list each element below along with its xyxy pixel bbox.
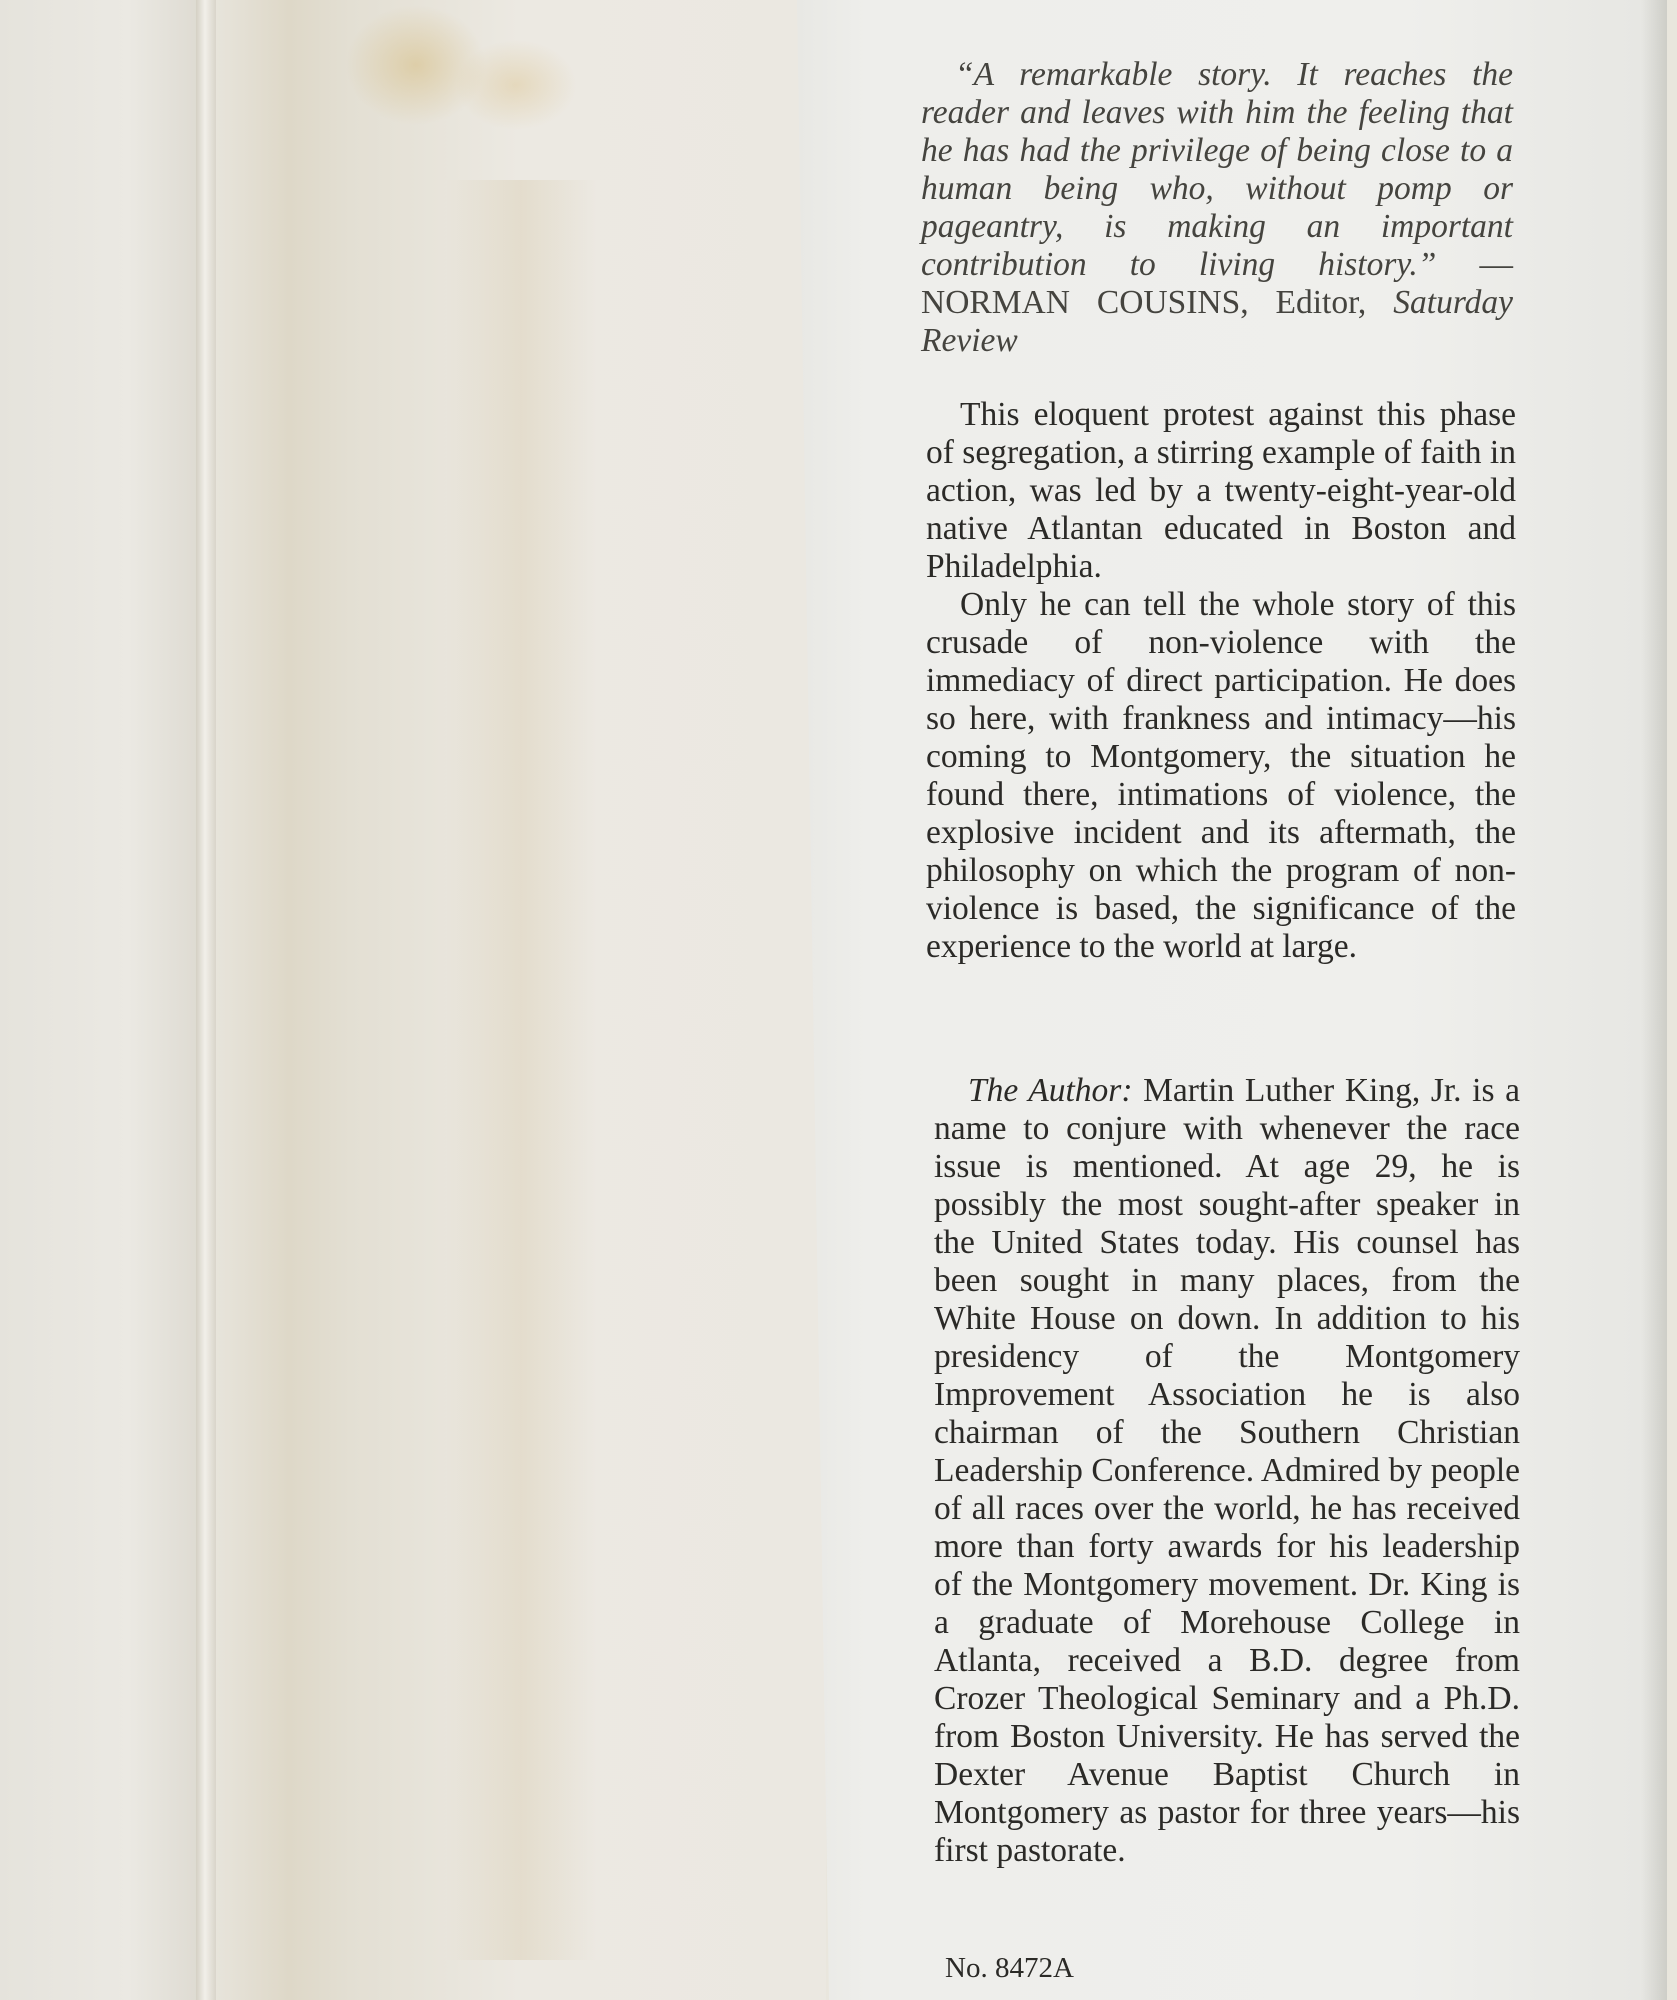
endpaper xyxy=(216,0,826,2000)
book-board-edge xyxy=(0,0,215,2000)
quote-text: “A remarkable story. It reaches the reader and leaves with him the feeling that he has had the privilege of being close to a human being who, without pomp or pageantry, is making an important contribution to living history.” xyxy=(921,56,1513,283)
flap-shadow-edge xyxy=(1641,0,1667,2000)
author-bio-text: Martin Luther King, Jr. is a name to conjure with whenever the race issue is mentioned. At age 29, he is possibly the most sought-after speaker in the United States today. His counsel has been sought in many places, from the White House on down. In addition to his presidency of the Montgomery Improvement Association he is also chairman of the Southern Christian Leadership Conference. Admired by people of all races over the world, he has received more than forty awards for his leadership of the Montgomery movement. Dr. King is a graduate of Morehouse College in Atlanta, received a B.D. degree from Crozer Theological Seminary and a Ph.D. from Boston University. He has served the Dexter Avenue Baptist Church in Montgomery as pastor for three years—his first pastorate. xyxy=(934,1072,1520,1869)
endpaper-stain xyxy=(446,180,596,1960)
quote-publication: Saturday Review xyxy=(921,284,1513,359)
review-quote xyxy=(921,56,1513,360)
book-hinge xyxy=(196,0,216,2000)
author-bio xyxy=(934,1072,1520,1870)
description-paragraph: Only he can tell the whole story of this crusade of non-violence with the immediacy of direct participation. He does so here, with frankness and intimacy—his coming to Montgomery, the situation he found there, intimations of violence, the explosive incident and its aftermath, the philosophy on which the program of non-violence is based, the significance of the experience to the world at large. xyxy=(926,586,1516,965)
catalog-number: No. 8472A xyxy=(945,1952,1074,1984)
description-paragraph: This eloquent protest against this phase of segregation, a stirring example of faith in action, was led by a twenty-eight-year-old native Atlantan educated in Boston and Philadelphia. xyxy=(926,396,1516,585)
book-description xyxy=(926,396,1516,966)
quote-attribution: —NORMAN COUSINS, Editor, xyxy=(921,246,1513,321)
author-bio-lead: The Author: xyxy=(968,1072,1133,1109)
